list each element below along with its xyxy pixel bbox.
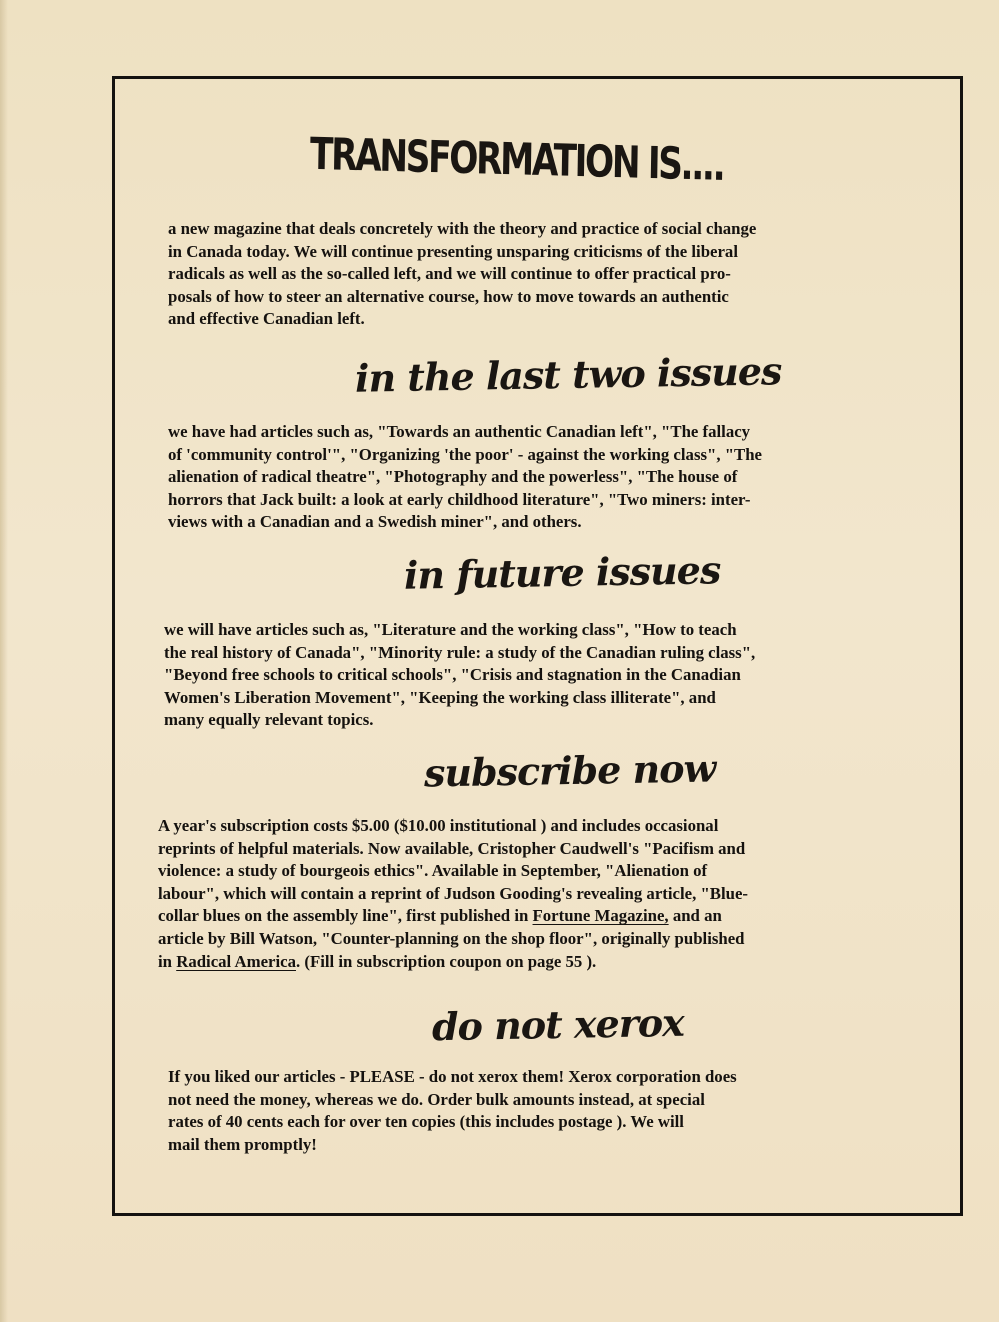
text-segment: collar blues on the assembly line", first published in <box>158 906 533 926</box>
text-line: the real history of Canada", "Minority rule: a study of the Canadian ruling class", <box>164 642 756 662</box>
text-line: posals of how to steer an alternative course, how to move towards an authentic <box>168 286 729 306</box>
subscribe-paragraph <box>158 815 748 973</box>
text-line: horrors that Jack built: a look at early childhood literature", "Two miners: inter- <box>168 489 751 509</box>
heading-future-issues: in future issues <box>403 547 721 598</box>
intro-paragraph <box>168 218 756 331</box>
text-line: radicals as well as the so-called left, and we will continue to offer practical pro- <box>168 264 731 284</box>
text-line: violence: a study of bourgeois ethics". Available in September, "Alienation of <box>158 861 708 881</box>
last-issues-paragraph <box>168 421 762 534</box>
text-segment: . (Fill in subscription coupon on page 55 ). <box>295 951 597 971</box>
text-line: A year's subscription costs $5.00 ($10.00 institutional ) and includes occasional <box>158 816 719 835</box>
text-line: and effective Canadian left. <box>168 309 365 329</box>
text-line: many equally relevant topics. <box>164 710 374 730</box>
text-line: we will have articles such as, "Literature and the working class", "How to teach <box>164 620 737 639</box>
text-line: If you liked our articles - PLEASE - do not xerox them! Xerox corporation does <box>168 1067 737 1086</box>
text-line: reprints of helpful materials. Now available, Cristopher Caudwell's "Pacifism and <box>158 838 746 858</box>
fortune-magazine-title: Fortune Magazine, <box>532 906 669 926</box>
text-line: article by Bill Watson, "Counter-planning on the shop floor", originally published <box>158 928 745 948</box>
xerox-paragraph <box>168 1066 737 1156</box>
heading-subscribe-now: subscribe now <box>423 745 716 796</box>
text-line: a new magazine that deals concretely with the theory and practice of social change <box>168 219 757 238</box>
text-line: views with a Canadian and a Swedish miner", and others. <box>168 512 582 532</box>
text-segment: in <box>158 951 177 971</box>
text-line: labour", which will contain a reprint of Judson Gooding's revealing article, "Blue- <box>158 883 749 903</box>
text-line <box>158 905 748 928</box>
heading-do-not-xerox: do not xerox <box>431 999 685 1050</box>
text-segment: and an <box>668 906 722 926</box>
text-line: mail them promptly! <box>168 1134 317 1154</box>
page-title: TRANSFORMATION IS.... <box>309 128 724 191</box>
text-line: alienation of radical theatre", "Photography and the powerless", "The house of <box>168 467 738 487</box>
text-line: in Canada today. We will continue presenting unsparing criticisms of the liberal <box>168 241 738 261</box>
future-issues-paragraph <box>164 619 755 732</box>
text-line <box>158 951 748 974</box>
heading-last-two-issues: in the last two issues <box>354 348 782 401</box>
radical-america-title: Radical America <box>176 951 296 971</box>
text-line: rates of 40 cents each for over ten copies (this includes postage ). We will <box>168 1112 684 1132</box>
text-line: not need the money, whereas we do. Order bulk amounts instead, at special <box>168 1089 705 1109</box>
text-line: of 'community control'", "Organizing 'the poor' - against the working class", "The <box>168 444 762 464</box>
text-line: we have had articles such as, "Towards an authentic Canadian left", "The fallacy <box>168 422 751 441</box>
text-line: Women's Liberation Movement", "Keeping the working class illiterate", and <box>164 687 716 707</box>
text-line: "Beyond free schools to critical schools", "Crisis and stagnation in the Canadian <box>164 665 741 685</box>
